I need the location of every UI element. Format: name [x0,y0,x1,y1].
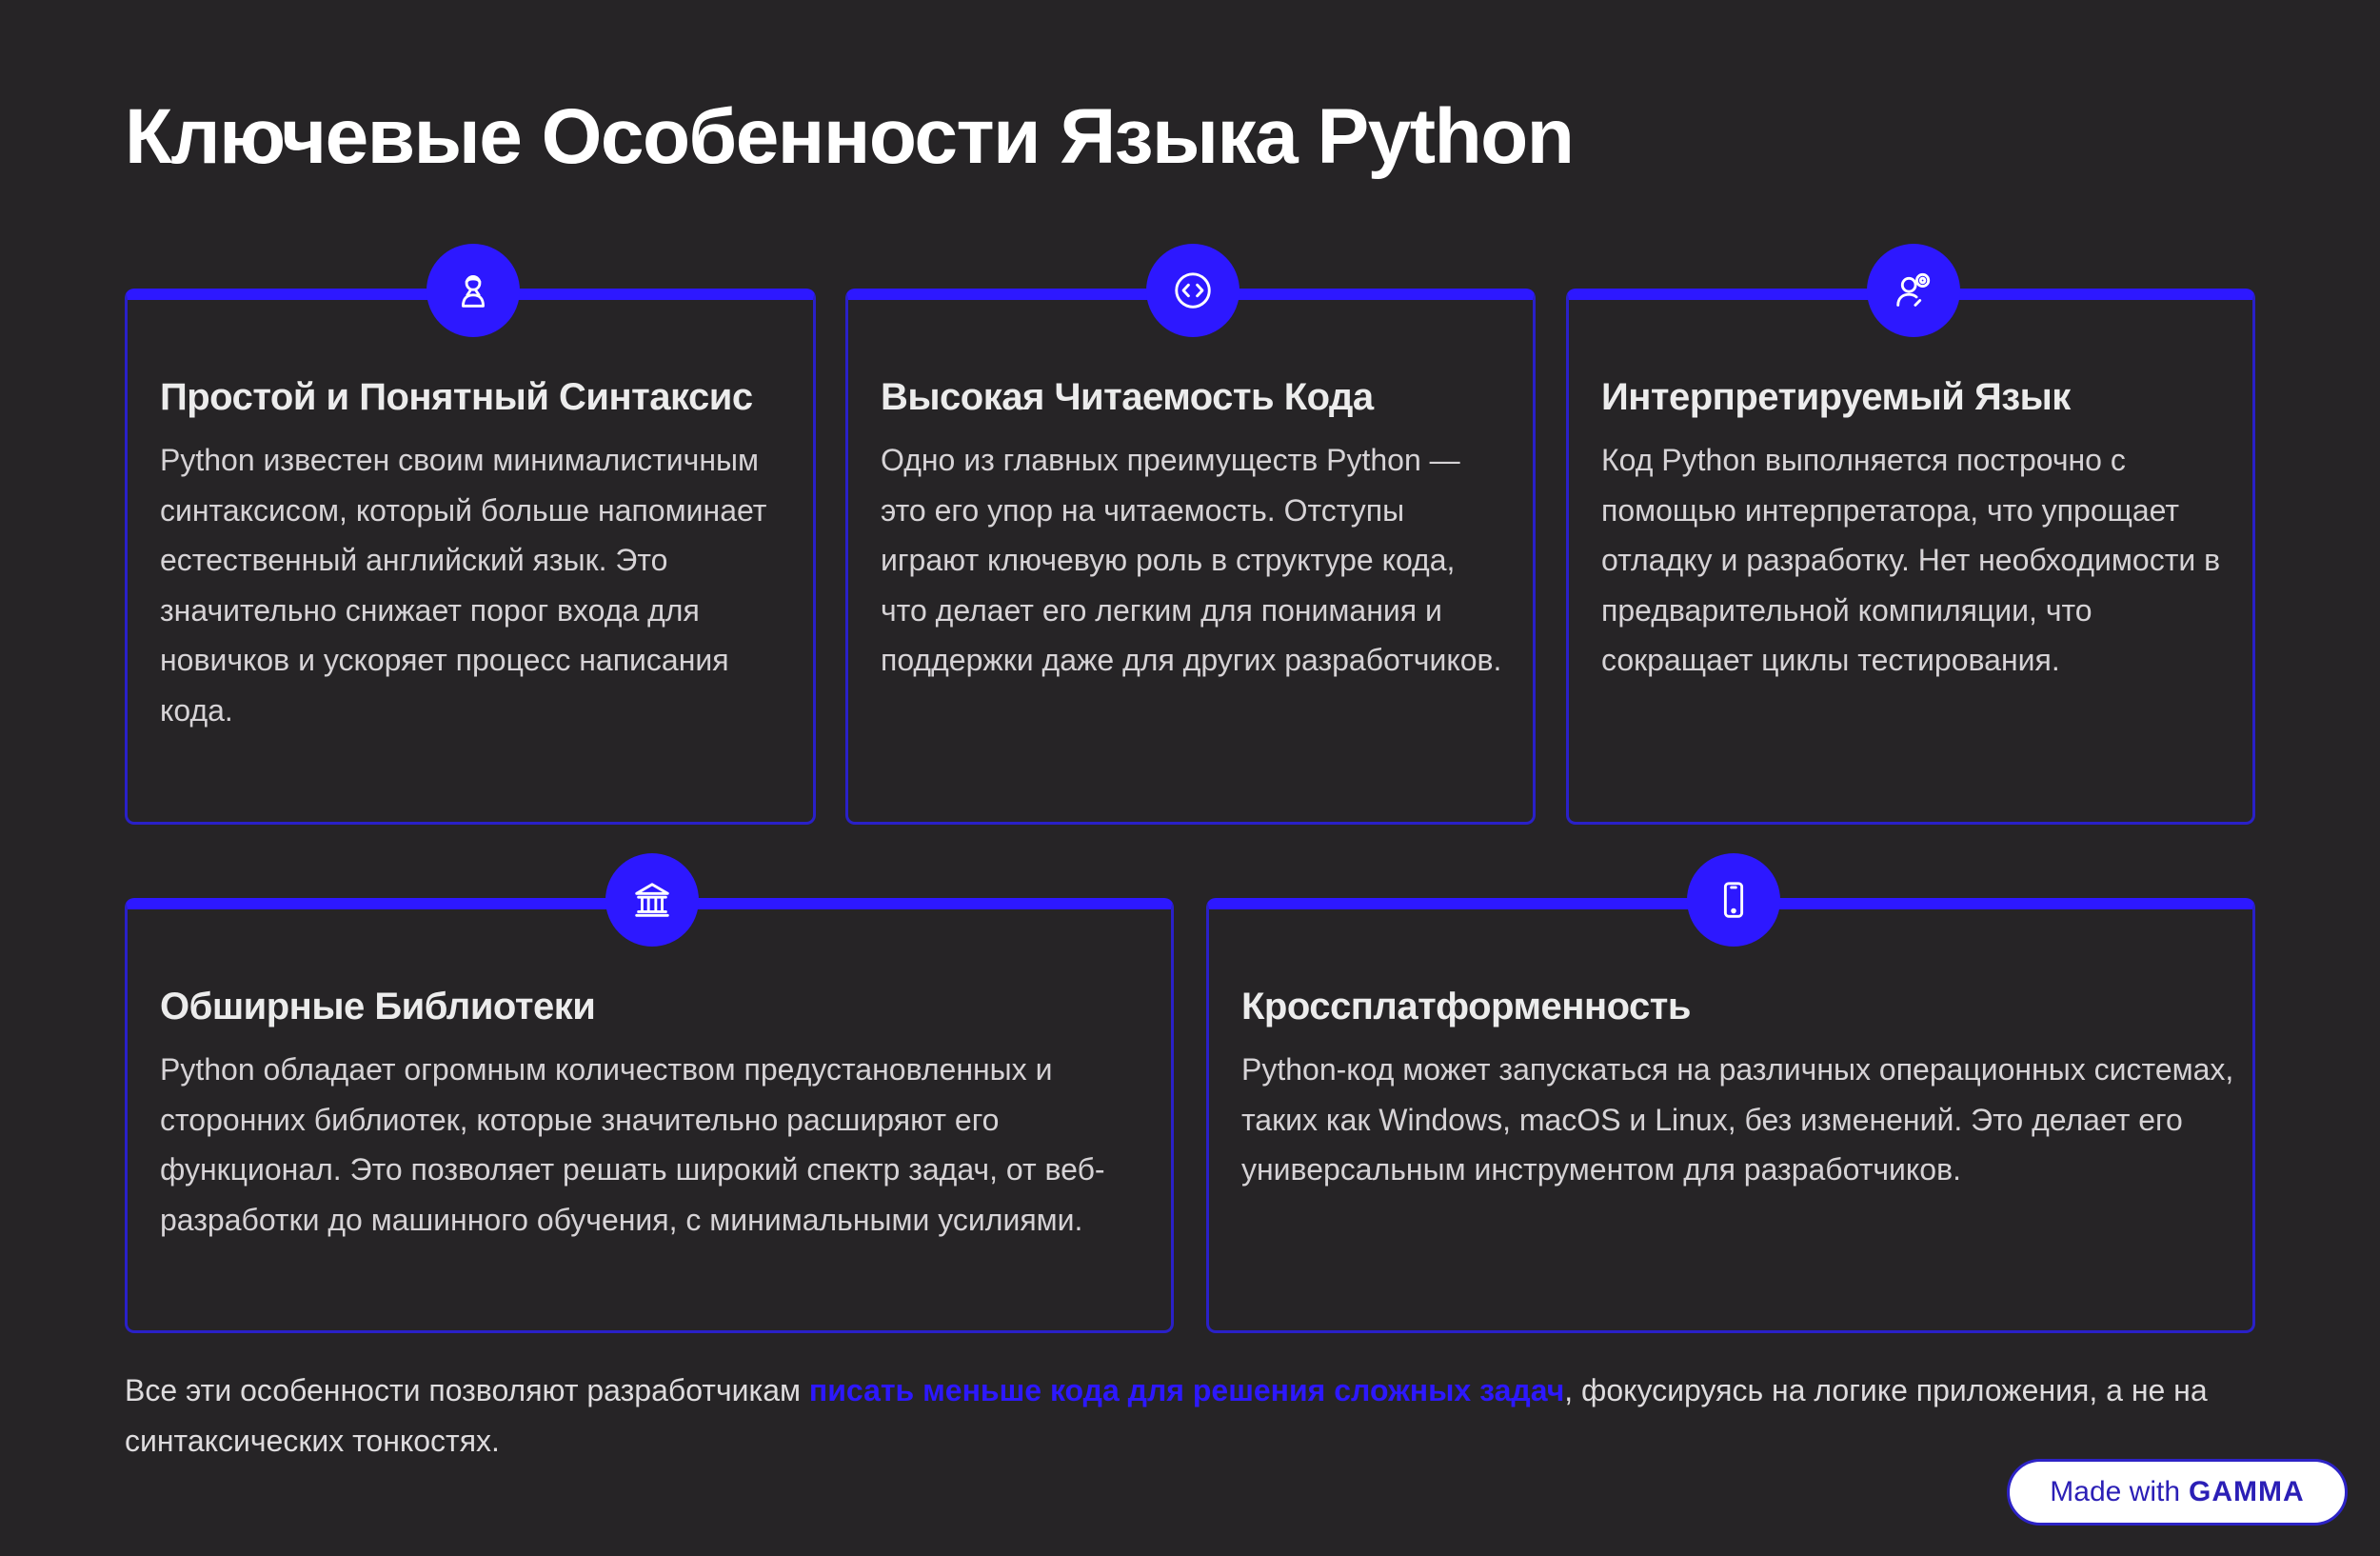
made-with-gamma-badge[interactable] [2007,1459,2348,1526]
person-icon [426,244,520,337]
feature-card-readability [845,289,1536,825]
card-title: Кроссплатформенность [1241,986,1691,1027]
card-text: Код Python выполняется построчно с помощью интерпретатора, что упрощает отладку и разработку. Нет необходимости в предварительной компиляции, что сокращает циклы тестирования. [1601,443,2221,677]
summary-link[interactable]: писать меньше кода для решения сложных задач [808,1373,1565,1407]
card-text: Одно из главных преимуществ Python — это его упор на читаемость. Отступы играют ключевую роль в структуре кода, что делает его легким для понимания и поддержки даже для других разработчиков. [881,443,1502,677]
badge-prefix: Made with [2050,1476,2181,1507]
card-title: Обширные Библиотеки [160,986,596,1027]
card-text: Python известен своим минималистичным синтаксисом, который больше напоминает естественный английский язык. Это значительно снижает порог входа для новичков и ускоряет процесс написания кода. [160,443,767,728]
page-title: Ключевые Особенности Языка Python [125,93,1574,180]
feature-card-crossplatform [1206,898,2255,1333]
user-settings-icon [1867,244,1960,337]
card-text: Python обладает огромным количеством предустановленных и сторонних библиотек, которые значительно расширяют его функционал. Это позволяет решать широкий спектр задач, от веб-разработки до машинного обучения, с минимальными усилиями. [160,1052,1105,1237]
feature-card-interpreted [1566,289,2255,825]
summary-text-start: Все эти особенности позволяют разработчикам [125,1373,809,1407]
feature-card-syntax [125,289,816,825]
card-title: Высокая Читаемость Кода [881,376,1374,418]
feature-card-libraries [125,898,1174,1333]
mobile-icon [1687,853,1780,947]
card-title: Простой и Понятный Синтаксис [160,376,753,418]
summary-text-end: , фокусируясь на логике приложения, а не на синтаксических тонкостях. [125,1373,2208,1458]
library-icon [605,853,699,947]
summary-text [125,1366,2257,1466]
gamma-logo: GAMMA [2189,1476,2305,1507]
card-title: Интерпретируемый Язык [1601,376,2071,418]
card-text: Python-код может запускаться на различных операционных системах, таких как Windows, macOS и Linux, без изменений. Это делает его универсальным инструментом для разработчиков. [1241,1052,2234,1187]
code-icon [1146,244,1240,337]
